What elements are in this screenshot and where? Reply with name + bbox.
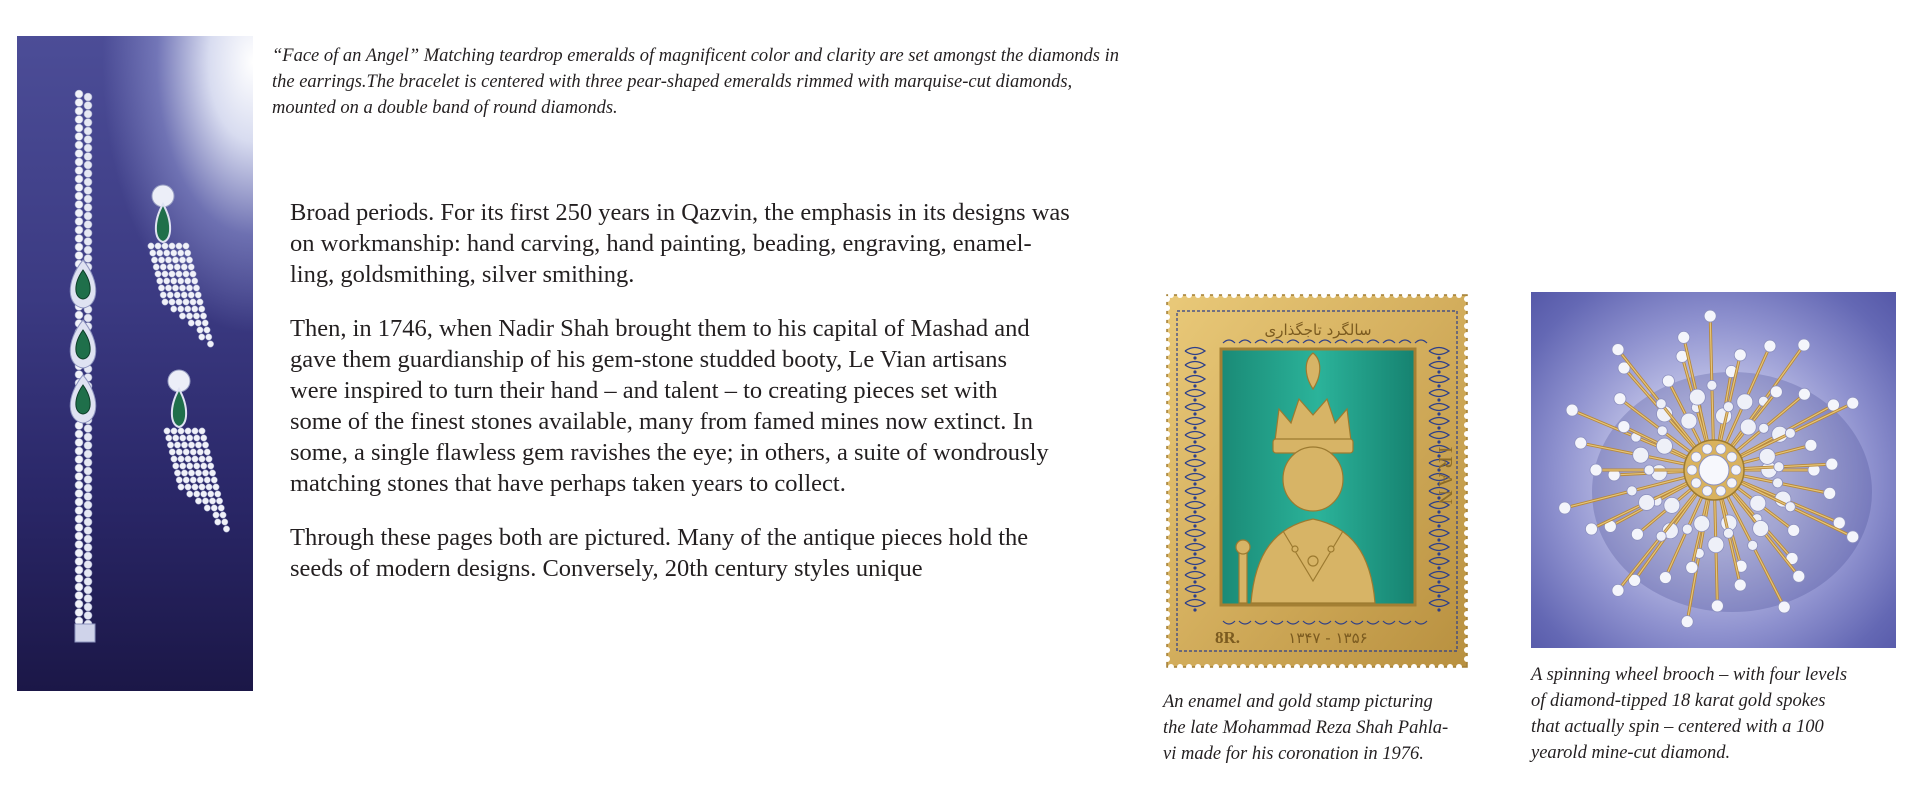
body-line: some of the finest stones available, many from famed mines now extinct. In [290,408,1033,435]
caption-top-line: the earrings.The bracelet is centered with three pear-shaped emeralds rimmed with marquise-cut diamonds, [272,72,1073,92]
caption-top [272,43,1212,121]
body-line: ling, goldsmithing, silver smithing. [290,261,635,288]
brooch-illustration [1531,292,1896,648]
body-text [290,197,1150,607]
spinning-wheel-brooch-photo [1531,292,1896,648]
body-paragraph [290,522,1150,584]
body-line: seeds of modern designs. Conversely, 20th century styles unique [290,555,923,582]
body-line: some, a single flawless gem ravishes the eye; in others, a suite of wondrously [290,439,1049,466]
bracelet-earrings-illustration [17,36,253,691]
caption-brooch-line: that actually spin – centered with a 100 [1531,717,1824,737]
body-line: Through these pages both are pictured. Many of the antique pieces hold the [290,524,1029,551]
caption-brooch [1531,662,1911,766]
body-paragraph [290,197,1150,290]
caption-stamp-line: An enamel and gold stamp picturing [1163,692,1433,712]
caption-brooch-line: A spinning wheel brooch – with four levels [1531,665,1848,685]
stamp-persian-bottom: ۱۳۴۷ - ۱۳۵۶ [1288,629,1368,647]
stamp-illustration [1163,291,1473,675]
caption-brooch-line: yearold mine-cut diamond. [1531,743,1731,763]
body-line: Broad periods. For its first 250 years in Qazvin, the emphasis in its designs was [290,199,1070,226]
caption-stamp [1163,689,1503,767]
caption-brooch-line: of diamond-tipped 18 karat gold spokes [1531,691,1826,711]
body-line: matching stones that have perhaps taken years to collect. [290,470,846,497]
caption-top-line: “Face of an Angel” Matching teardrop emeralds of magnificent color and clarity are set amongst the diamonds in [272,46,1119,66]
body-line: on workmanship: hand carving, hand painting, beading, engraving, enamel- [290,230,1032,257]
body-paragraph [290,313,1150,499]
stamp-country: IRAN [1434,446,1456,508]
body-line: were inspired to turn their hand – and talent – to creating pieces set with [290,377,998,404]
stamp-persian-top: سالگرد تاجگذاری [1264,321,1372,339]
enamel-gold-stamp [1163,291,1473,675]
caption-top-line: mounted on a double band of round diamonds. [272,98,618,118]
caption-stamp-line: vi made for his coronation in 1976. [1163,744,1424,764]
body-line: Then, in 1746, when Nadir Shah brought them to his capital of Mashad and [290,315,1030,342]
bracelet-earrings-photo [17,36,253,691]
stamp-value: 8R. [1215,628,1241,647]
body-line: gave them guardianship of his gem-stone studded booty, Le Vian artisans [290,346,1008,373]
caption-stamp-line: the late Mohammad Reza Shah Pahla- [1163,718,1449,738]
